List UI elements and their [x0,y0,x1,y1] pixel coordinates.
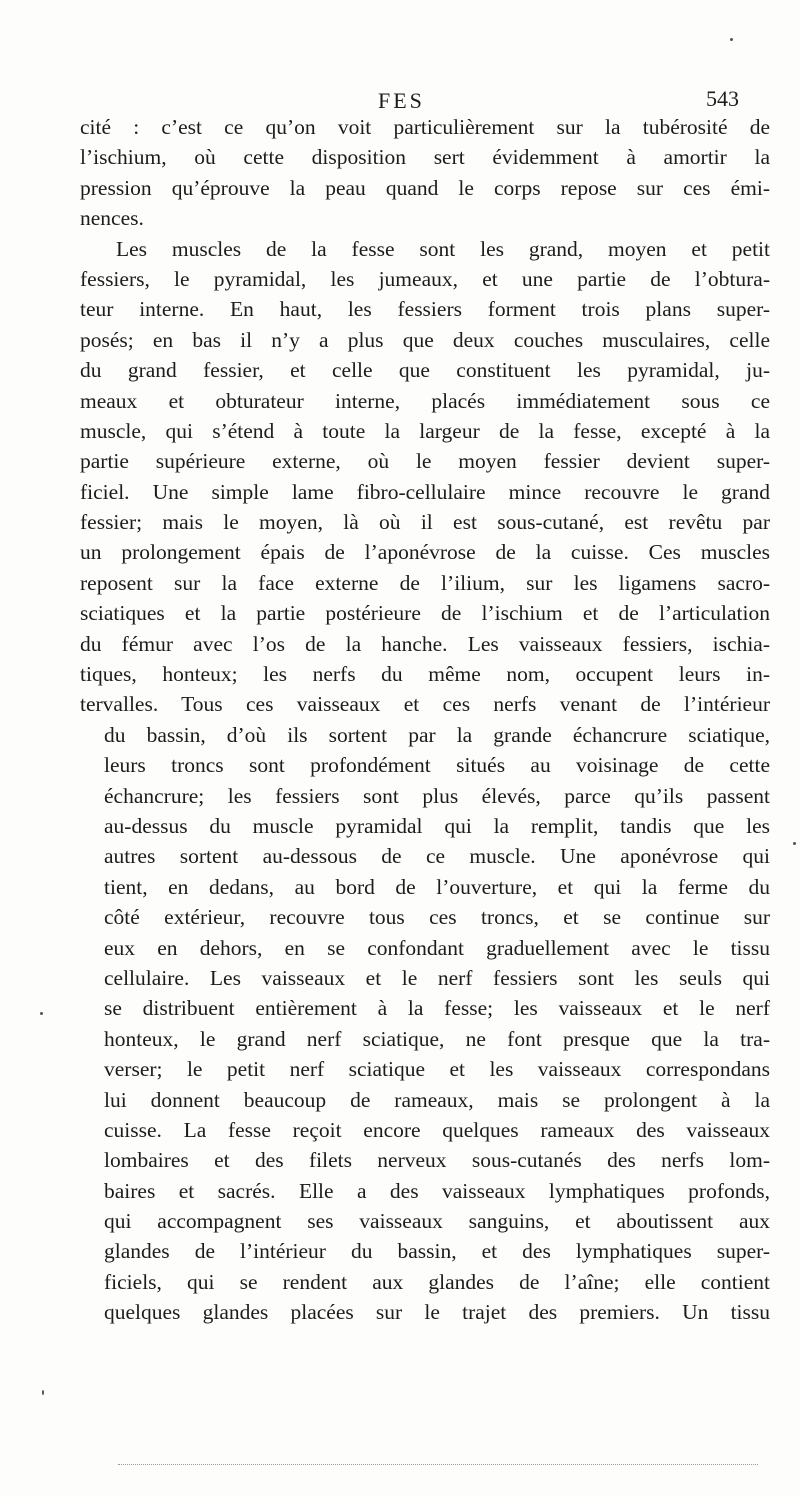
text-line: côté extérieur, recouvre tous ces troncs, et se continue sur [104,905,770,930]
text-line: glandes de l’intérieur du bassin, et des lymphatiques super- [104,1239,770,1264]
ink-speck [40,1012,43,1015]
footer-dotted-rule [118,1464,758,1465]
text-line: pression qu’éprouve la peau quand le corps repose sur ces émi- [80,175,770,200]
text-line: quelques glandes placées sur le trajet des premiers. Un tissu [104,1300,770,1325]
text-line: échancrure; les fessiers sont plus élevés, parce qu’ils passent [104,783,770,808]
text-line: cité : c’est ce qu’on voit particulièrement sur la tubérosité de [80,115,770,139]
text-line: muscle, qui s’étend à toute la largeur de la fesse, excepté à la [80,418,770,443]
text-line: tient, en dedans, au bord de l’ouverture, et qui la ferme du [104,874,770,899]
text-line: leurs troncs sont profondément situés au voisinage de cette [104,753,770,778]
text-line: au-dessus du muscle pyramidal qui la remplit, tandis que les [104,813,770,838]
body-text [80,112,770,1328]
text-line: un prolongement épais de l’aponévrose de la cuisse. Ces muscles [80,540,770,565]
text-line: teur interne. En haut, les fessiers forment trois plans super- [80,297,770,322]
text-line: lui donnent beaucoup de rameaux, mais se prolongent à la [104,1087,770,1112]
text-line: du bassin, d’où ils sortent par la grande échancrure sciatique, [104,722,770,747]
text-line: partie supérieure externe, où le moyen fessier devient super- [80,449,770,474]
ink-speck [793,842,796,845]
text-line: posés; en bas il n’y a plus que deux couches musculaires, celle [80,327,770,352]
text-line: sciatiques et la partie postérieure de l’ischium et de l’articulation [80,601,770,626]
text-line: baires et sacrés. Elle a des vaisseaux lymphatiques profonds, [104,1178,770,1203]
text-line: lombaires et des filets nerveux sous-cutanés des nerfs lom- [104,1148,770,1173]
running-head: FES [378,88,425,113]
ink-speck [42,1390,44,1395]
text-line: cellulaire. Les vaisseaux et le nerf fessiers sont les seuls qui [104,965,770,990]
text-line: tiques, honteux; les nerfs du même nom, occupent leurs in- [80,662,770,687]
text-line: fessier; mais le moyen, là où il est sous-cutané, est revêtu par [80,510,770,535]
text-line: autres sortent au-dessous de ce muscle. Une aponévrose qui [104,844,770,869]
text-line: Les muscles de la fesse sont les grand, moyen et petit [116,236,770,261]
text-line: meaux et obturateur interne, placés immédiatement sous ce [80,388,770,413]
text-line: tervalles. Tous ces vaisseaux et ces nerfs venant de l’intérieur [80,692,770,717]
text-line: eux en dehors, en se confondant graduellement avec le tissu [104,935,770,960]
text-line: qui accompagnent ses vaisseaux sanguins, et aboutissent aux [104,1209,770,1234]
text-line: fessiers, le pyramidal, les jumeaux, et une partie de l’obtura- [80,266,770,291]
ink-speck [730,38,733,41]
text-line: du fémur avec l’os de la hanche. Les vaisseaux fessiers, ischia- [80,631,770,656]
text-line: ficiel. Une simple lame fibro-cellulaire mince recouvre le grand [80,479,770,504]
text-line: cuisse. La fesse reçoit encore quelques rameaux des vaisseaux [104,1117,770,1142]
text-line: honteux, le grand nerf sciatique, ne font presque que la tra- [104,1026,770,1051]
text-line: verser; le petit nerf sciatique et les vaisseaux correspondans [104,1057,770,1082]
page-number: 543 [706,86,739,111]
text-line: reposent sur la face externe de l’ilium, sur les ligamens sacro- [80,570,770,595]
text-line: l’ischium, où cette disposition sert évidemment à amortir la [80,145,770,170]
text-line: du grand fessier, et celle que constituent les pyramidal, ju- [80,358,770,383]
text-line: se distribuent entièrement à la fesse; les vaisseaux et le nerf [104,996,770,1021]
text-line: nences. [80,206,144,231]
text-line: ficiels, qui se rendent aux glandes de l’aîne; elle contient [104,1269,770,1294]
